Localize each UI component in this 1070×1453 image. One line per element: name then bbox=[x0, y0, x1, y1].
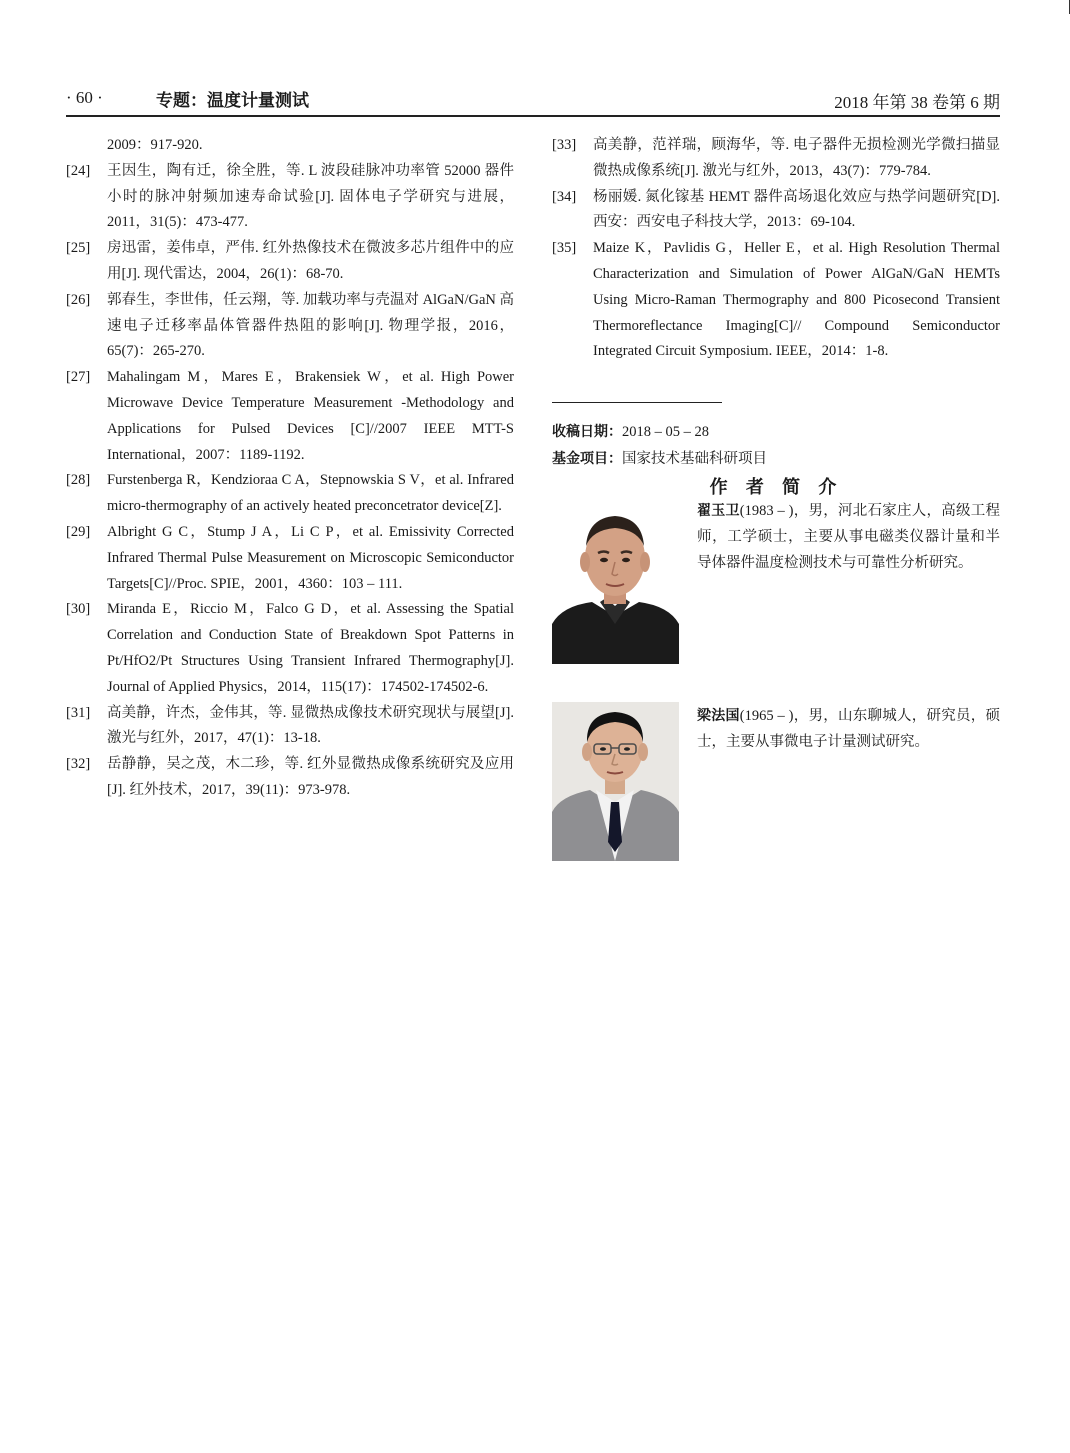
fund-value: 国家技术基础科研项目 bbox=[622, 451, 767, 467]
reference-number: [28] bbox=[66, 472, 91, 489]
running-header bbox=[66, 86, 1000, 114]
reference-item bbox=[552, 185, 1000, 237]
received-date bbox=[552, 421, 709, 441]
reference-number: [25] bbox=[66, 240, 91, 257]
fund-label: 基金项目： bbox=[552, 451, 622, 467]
reference-item bbox=[552, 133, 1000, 185]
reference-number: [31] bbox=[66, 704, 91, 721]
reference-text: 岳静静，吴之茂，木二珍，等. 红外显微热成像系统研究及应用[J]. 红外技术，2017，39(11)：973-978. bbox=[107, 756, 514, 798]
reference-item bbox=[66, 752, 514, 804]
fund-project bbox=[552, 447, 767, 468]
reference-number: [29] bbox=[66, 523, 91, 540]
author-bio bbox=[697, 499, 1000, 576]
reference-text: 房迅雷，姜伟卓，严伟. 红外热像技术在微波多芯片组件中的应用[J]. 现代雷达，2004，26(1)：68-70. bbox=[107, 240, 514, 282]
author-bio bbox=[697, 704, 1000, 756]
page-number: · 60 · bbox=[66, 88, 103, 107]
author-description: (1965 – )，男，山东聊城人，研究员，硕士，主要从事微电子计量测试研究。 bbox=[697, 708, 1001, 750]
reference-item bbox=[66, 365, 514, 468]
reference-text: 高美静，许杰，金伟其，等. 显微热成像技术研究现状与展望[J]. 激光与红外，2017，47(1)：13-18. bbox=[107, 704, 514, 747]
reference-text: Maize K，Pavlidis G，Heller E，et al. High Resolution Thermal Characterization and Simulation of Power AlGaN/GaN HEMTs Using Micro-Raman Thermography and 800 Picosecond Transient Thermoreflectance Imaging[C]// Compound Semiconductor Integrated Circuit Symposium. IEEE，2014：1-8. bbox=[593, 240, 1000, 360]
reference-text: Miranda E，Riccio M，Falco G D，et al. Assessing the Spatial Correlation and Conduction State of Breakdown Spot Patterns in Pt/HfO2/Pt Structures Using Transient Infrared Thermography[J]. Journal of Applied Physics，2014，115(17)：174502-174502-6. bbox=[107, 601, 514, 695]
author-photo bbox=[552, 506, 679, 664]
reference-text: Furstenberga R，Kendzioraa C A，Stepnowskia S V，et al. Infrared micro-thermography of an actively heated preconcetrator device[Z]. bbox=[107, 472, 514, 515]
author-portrait-image bbox=[552, 506, 679, 664]
author-photo bbox=[552, 702, 679, 861]
received-label: 收稿日期： bbox=[552, 424, 622, 440]
reference-number: [26] bbox=[66, 291, 91, 308]
reference-item bbox=[552, 236, 1000, 365]
author-bio-heading: 作 者 简 介 bbox=[709, 477, 843, 498]
issue-info: 2018 年第 38 卷第 6 期 bbox=[834, 93, 1000, 112]
reference-number: [34] bbox=[552, 188, 577, 205]
reference-text: Mahalingam M，Mares E，Brakensiek W，et al. High Power Microwave Device Temperature Measurement -Methodology and Applications for Pulsed Devices [C]//2007 IEEE MTT-S International，2007：1189-1192. bbox=[107, 369, 514, 463]
reference-text: 王因生，陶有迁，徐全胜，等. L 波段硅脉冲功率管 52000 器件小时的脉冲射频加速寿命试验[J]. 固体电子学研究与进展，2011，31(5)：473-477. bbox=[107, 162, 514, 231]
reference-number: [33] bbox=[552, 137, 577, 153]
reference-text: 郭春生，李世伟，任云翔，等. 加载功率与壳温对 AlGaN/GaN 高速电子迁移率晶体管器件热阻的影响[J]. 物理学报，2016，65(7)：265-270. bbox=[107, 291, 514, 360]
reference-number: [27] bbox=[66, 369, 91, 386]
author-name: 翟玉卫 bbox=[697, 503, 740, 519]
left-column bbox=[66, 133, 514, 804]
reference-number: [35] bbox=[552, 240, 577, 257]
reference-text: Albright G C，Stump J A，Li C P，et al. Emissivity Corrected Infrared Thermal Pulse Measurement on Microscopic Semiconductor Targets[C]//Proc. SPIE，2001，4360：103 – 111. bbox=[107, 523, 514, 592]
header-rule bbox=[66, 115, 1000, 117]
reference-number: [32] bbox=[66, 756, 91, 773]
special-topic-title: 专题：温度计量测试 bbox=[156, 91, 309, 111]
author-description: (1983 – )，男，河北石家庄人，高级工程师，工学硕士，主要从事电磁类仪器计量和半导体器件温度检测技术与可靠性分析研究。 bbox=[697, 503, 1001, 571]
reference-item bbox=[66, 597, 514, 700]
reference-text: 杨丽媛. 氮化镓基 HEMT 器件高场退化效应与热学问题研究[D]. 西安：西安电子科技大学，2013：69-104. bbox=[593, 188, 1000, 231]
author-name: 梁法国 bbox=[697, 708, 740, 724]
reference-number: [24] bbox=[66, 162, 91, 179]
received-value: 2018 – 05 – 28 bbox=[622, 424, 709, 440]
reference-item bbox=[66, 701, 514, 753]
footnote-rule bbox=[552, 402, 722, 403]
reference-number: [30] bbox=[66, 601, 91, 618]
reference-item bbox=[66, 520, 514, 597]
reference-item bbox=[66, 468, 514, 520]
reference-item bbox=[66, 288, 514, 365]
right-column bbox=[552, 133, 1000, 365]
reference-text: 高美静，范祥瑞，顾海华，等. 电子器件无损检测光学微扫描显微热成像系统[J]. 激光与红外，2013，43(7)：779-784. bbox=[593, 137, 1000, 179]
reference-continuation: 2009：917-920. bbox=[107, 137, 203, 153]
reference-item bbox=[66, 159, 514, 236]
author-portrait-image bbox=[552, 702, 679, 861]
reference-item bbox=[66, 236, 514, 288]
